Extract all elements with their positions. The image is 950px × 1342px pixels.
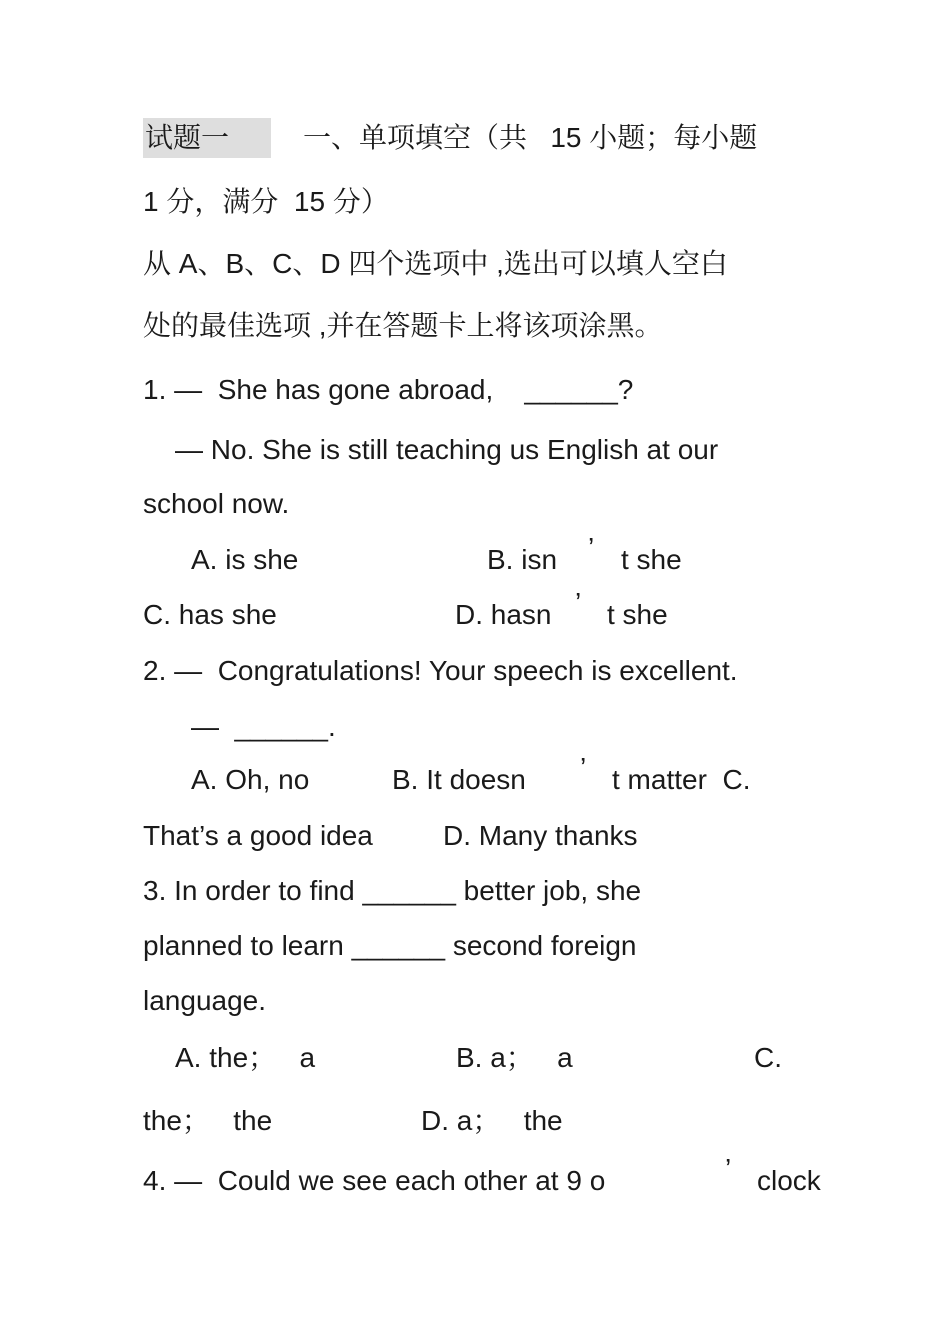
option-a: A. Oh, no bbox=[191, 764, 310, 795]
question-reply: — No. She is still teaching us English at our bbox=[175, 434, 719, 465]
option-b-end: t she bbox=[621, 544, 682, 575]
option-b-apostrophe: ’ bbox=[588, 532, 595, 563]
option-c: That’s a good idea bbox=[143, 820, 373, 851]
question-stem-apostrophe: ’ bbox=[725, 1153, 732, 1184]
option-d-end: t she bbox=[607, 599, 668, 630]
option-c-cont: the； the bbox=[143, 1105, 273, 1136]
question-reply-cont: school now. bbox=[143, 488, 290, 519]
question-stem: 4. — Could we see each other at 9 o bbox=[143, 1165, 606, 1196]
instruction-line-2: 处的最佳选项 ,并在答题卡上将该项涂黑。 bbox=[143, 310, 663, 341]
question-stem-cont: planned to learn ______ second foreign bbox=[143, 930, 637, 961]
question-stem: 1. — She has gone abroad, ______? bbox=[143, 374, 634, 405]
section-title-cont: 1 分，满分 15 分） bbox=[143, 186, 389, 217]
option-a: A. the； a bbox=[175, 1042, 316, 1073]
option-b-end: t matter C. bbox=[612, 764, 751, 795]
option-d: D. Many thanks bbox=[443, 820, 638, 851]
option-d-apostrophe: ’ bbox=[575, 587, 582, 618]
option-b: B. a； a bbox=[456, 1042, 573, 1073]
instruction-line-1: 从 A、B、C、D 四个选项中 ,选出可以填人空白 bbox=[143, 248, 728, 279]
option-b: B. isn bbox=[487, 544, 558, 575]
option-c: C. bbox=[754, 1042, 782, 1073]
question-stem: 3. In order to find ______ better job, she bbox=[143, 875, 642, 906]
option-d: D. hasn bbox=[455, 599, 552, 630]
question-reply: — ______. bbox=[191, 711, 336, 742]
question-stem: 2. — Congratulations! Your speech is excellent. bbox=[143, 655, 738, 686]
question-set-tag-label: 试题一 bbox=[145, 122, 230, 153]
option-b: B. It doesn bbox=[392, 764, 526, 795]
question-stem-end: clock bbox=[757, 1165, 821, 1196]
option-b-apostrophe: ’ bbox=[580, 752, 587, 783]
section-title: 一、单项填空（共 15 小题；每小题 bbox=[303, 122, 758, 153]
option-a: A. is she bbox=[191, 544, 299, 575]
option-c: C. has she bbox=[143, 599, 277, 630]
question-stem-end: language. bbox=[143, 985, 267, 1016]
option-d: D. a； the bbox=[421, 1105, 563, 1136]
